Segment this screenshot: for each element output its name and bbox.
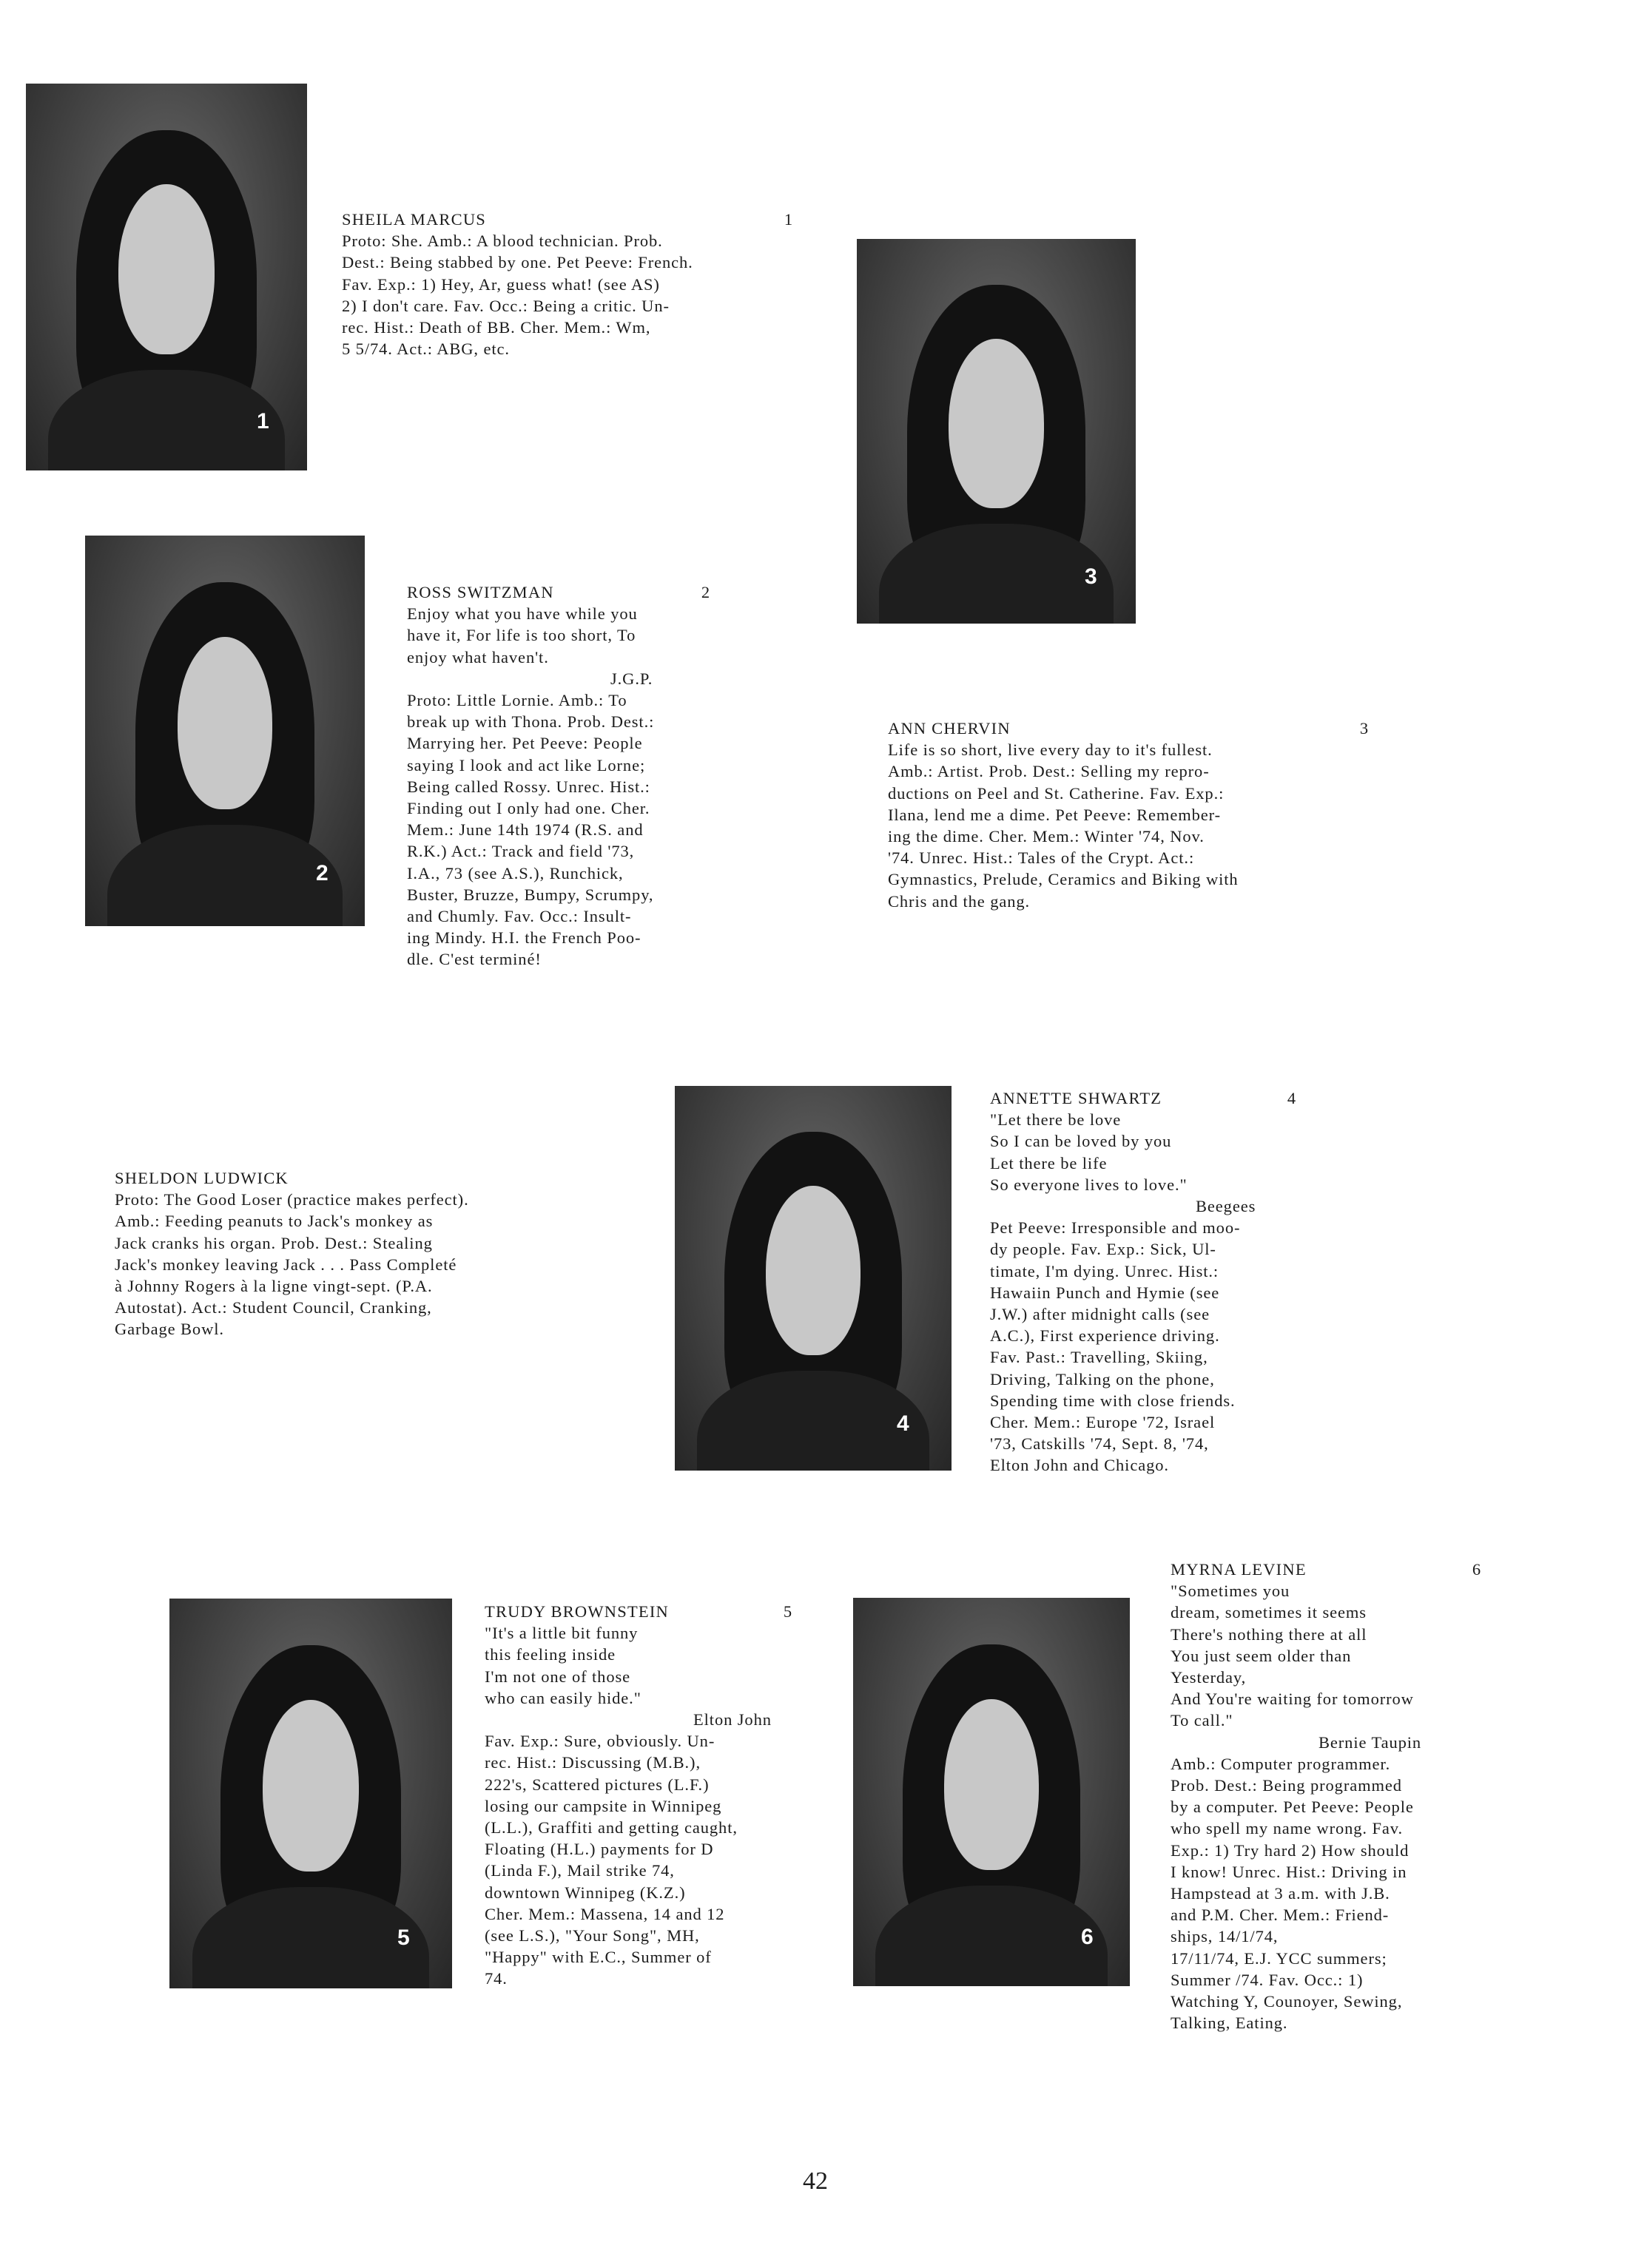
bio-line: Watching Y, Counoyer, Sewing, — [1171, 1992, 1403, 2011]
quote-line: "Sometimes you — [1171, 1582, 1290, 1601]
bio-line: Being called Rossy. Unrec. Hist.: — [407, 777, 650, 796]
bio-line: (see L.S.), "Your Song", MH, — [485, 1926, 700, 1945]
bio-line: ing the dime. Cher. Mem.: Winter '74, Nov. — [888, 827, 1205, 846]
page-number: 42 — [803, 2167, 828, 2195]
bio-line: ductions on Peel and St. Catherine. Fav. Exp.: — [888, 783, 1225, 803]
bio-line: who spell my name wrong. Fav. — [1171, 1819, 1403, 1838]
bio-line: à Johnny Rogers à la ligne vingt-sept. (P.A. — [115, 1277, 433, 1296]
student-name: ROSS SWITZMAN — [407, 583, 554, 601]
bio-line: '74. Unrec. Hist.: Tales of the Crypt. Act.: — [888, 848, 1195, 868]
bio-line: and P.M. Cher. Mem.: Friend- — [1171, 1906, 1390, 1925]
bio-line: 222's, Scattered pictures (L.F.) — [485, 1775, 710, 1794]
quote-line: Let there be life — [990, 1153, 1108, 1172]
bio-line: Proto: She. Amb.: A blood technician. Prob. — [342, 232, 663, 251]
bio-line: R.K.) Act.: Track and field '73, — [407, 842, 635, 861]
bio-line: Fav. Exp.: 1) Hey, Ar, guess what! (see AS) — [342, 274, 660, 294]
bio-line: A.C.), First experience driving. — [990, 1326, 1220, 1346]
bio-line: saying I look and act like Lorne; — [407, 755, 646, 774]
quote-line: Yesterday, — [1171, 1668, 1247, 1687]
bio-line: (Linda F.), Mail strike 74, — [485, 1861, 675, 1880]
bio-line: ships, 14/1/74, — [1171, 1927, 1279, 1946]
bio-line: Gymnastics, Prelude, Ceramics and Biking with — [888, 870, 1239, 889]
bio-line: Pet Peeve: Irresponsible and moo- — [990, 1218, 1241, 1238]
quote-line: So I can be loved by you — [990, 1132, 1172, 1151]
bio-line: J.W.) after midnight calls (see — [990, 1305, 1210, 1324]
portrait-photo-1 — [26, 84, 307, 470]
bio-line: Talking, Eating. — [1171, 2014, 1288, 2033]
student-name: MYRNA LEVINE — [1171, 1560, 1307, 1579]
bio-line: I know! Unrec. Hist.: Driving in — [1171, 1862, 1407, 1881]
bio-line: Fav. Exp.: Sure, obviously. Un- — [485, 1732, 715, 1751]
bio-line: by a computer. Pet Peeve: People — [1171, 1798, 1414, 1817]
bio-line: 74. — [485, 1969, 508, 1988]
student-name: SHEILA MARCUS — [342, 210, 487, 229]
bio-line: Exp.: 1) Try hard 2) How should — [1171, 1840, 1410, 1860]
bio-ann-chervin — [888, 718, 1391, 912]
student-number: 2 — [701, 583, 710, 601]
student-number: 4 — [1287, 1089, 1296, 1107]
bio-line: Amb.: Artist. Prob. Dest.: Selling my repro- — [888, 762, 1210, 781]
bio-line: rec. Hist.: Discussing (M.B.), — [485, 1753, 701, 1772]
student-number: 3 — [1359, 719, 1369, 738]
quote-line: "Let there be love — [990, 1110, 1122, 1130]
bio-trudy-brownstein — [485, 1601, 795, 1990]
bio-line: break up with Thona. Prob. Dest.: — [407, 712, 655, 732]
bio-line: downtown Winnipeg (K.Z.) — [485, 1883, 686, 1902]
bio-line: dy people. Fav. Exp.: Sick, Ul- — [990, 1240, 1216, 1259]
bio-line: Buster, Bruzze, Bumpy, Scrumpy, — [407, 885, 654, 904]
bio-line: '73, Catskills '74, Sept. 8, '74, — [990, 1434, 1209, 1454]
quote-line: dream, sometimes it seems — [1171, 1603, 1367, 1622]
bio-line: Enjoy what you have while you — [407, 604, 638, 624]
bio-line: Jack cranks his organ. Prob. Dest.: Stealing — [115, 1233, 433, 1252]
bio-line: Dest.: Being stabbed by one. Pet Peeve: French. — [342, 253, 693, 272]
bio-line: Elton John and Chicago. — [990, 1456, 1169, 1475]
bio-line: enjoy what haven't. — [407, 647, 549, 666]
quote-line: this feeling inside — [485, 1645, 616, 1664]
bio-line: have it, For life is too short, To — [407, 626, 636, 645]
bio-line: Ilana, lend me a dime. Pet Peeve: Remember- — [888, 805, 1221, 824]
bio-line: Jack's monkey leaving Jack . . . Pass Completé — [115, 1255, 457, 1274]
quote-line: So everyone lives to love." — [990, 1175, 1188, 1194]
quote-signature: J.G.P. — [610, 669, 653, 688]
quote-credit: Bernie Taupin — [1319, 1732, 1422, 1752]
photo-label-1: 1 — [257, 409, 269, 433]
student-number: 1 — [784, 210, 793, 229]
quote-line: There's nothing there at all — [1171, 1624, 1367, 1644]
bio-line: ing Mindy. H.I. the French Poo- — [407, 928, 641, 948]
bio-line: Life is so short, live every day to it's fullest. — [888, 740, 1213, 760]
student-name: TRUDY BROWNSTEIN — [485, 1602, 669, 1621]
bio-sheldon-ludwick — [115, 1167, 618, 1340]
quote-line: "It's a little bit funny — [485, 1624, 639, 1643]
bio-line: Garbage Bowl. — [115, 1320, 224, 1339]
bio-line: Driving, Talking on the phone, — [990, 1369, 1215, 1388]
bio-line: Proto: The Good Loser (practice makes perfect). — [115, 1190, 469, 1209]
bio-line: Amb.: Computer programmer. — [1171, 1754, 1391, 1773]
student-number: 5 — [783, 1602, 792, 1621]
quote-credit: Elton John — [693, 1710, 772, 1729]
bio-line: and Chumly. Fav. Occ.: Insult- — [407, 907, 632, 926]
photo-label-5: 5 — [397, 1926, 410, 1950]
bio-line: Amb.: Feeding peanuts to Jack's monkey as — [115, 1212, 434, 1231]
bio-line: Prob. Dest.: Being programmed — [1171, 1776, 1402, 1795]
bio-myrna-levine — [1171, 1559, 1481, 2034]
photo-label-2: 2 — [316, 861, 329, 885]
bio-line: Hawaiin Punch and Hymie (see — [990, 1283, 1220, 1302]
bio-ross-switzman — [407, 581, 718, 971]
bio-line: Chris and the gang. — [888, 891, 1031, 911]
bio-line: Autostat). Act.: Student Council, Cranking, — [115, 1298, 432, 1317]
bio-line: Fav. Past.: Travelling, Skiing, — [990, 1348, 1208, 1367]
bio-line: 17/11/74, E.J. YCC summers; — [1171, 1948, 1387, 1968]
bio-line: Mem.: June 14th 1974 (R.S. and — [407, 820, 644, 840]
bio-line: 5 5/74. Act.: ABG, etc. — [342, 340, 510, 359]
bio-sheila-marcus — [342, 209, 793, 360]
quote-credit: Beegees — [1196, 1197, 1256, 1216]
student-number: 6 — [1472, 1560, 1481, 1579]
bio-line: (L.L.), Graffiti and getting caught, — [485, 1818, 738, 1837]
bio-line: Hampstead at 3 a.m. with J.B. — [1171, 1884, 1390, 1903]
quote-line: And You're waiting for tomorrow — [1171, 1690, 1414, 1709]
bio-line: timate, I'm dying. Unrec. Hist.: — [990, 1261, 1219, 1280]
bio-line: Cher. Mem.: Europe '72, Israel — [990, 1413, 1216, 1432]
portrait-photo-2 — [85, 536, 365, 926]
bio-line: "Happy" with E.C., Summer of — [485, 1948, 712, 1967]
bio-line: Cher. Mem.: Massena, 14 and 12 — [485, 1904, 725, 1923]
portrait-photo-4 — [675, 1086, 952, 1471]
photo-label-6: 6 — [1081, 1925, 1094, 1949]
bio-line: Finding out I only had one. Cher. — [407, 799, 650, 818]
quote-line: To call." — [1171, 1711, 1233, 1730]
bio-line: Spending time with close friends. — [990, 1391, 1236, 1410]
bio-line: rec. Hist.: Death of BB. Cher. Mem.: Wm, — [342, 318, 651, 337]
portrait-photo-6 — [853, 1598, 1130, 1986]
quote-line: who can easily hide." — [485, 1688, 641, 1707]
bio-annette-shwartz — [990, 1087, 1301, 1476]
bio-line: dle. C'est terminé! — [407, 950, 542, 969]
bio-line: Summer /74. Fav. Occ.: 1) — [1171, 1970, 1364, 1989]
bio-line: Marrying her. Pet Peeve: People — [407, 734, 643, 753]
quote-line: I'm not one of those — [485, 1667, 631, 1686]
quote-line: You just seem older than — [1171, 1646, 1352, 1665]
photo-label-3: 3 — [1085, 564, 1097, 589]
portrait-photo-5 — [169, 1599, 452, 1988]
bio-line: Floating (H.L.) payments for D — [485, 1840, 714, 1859]
bio-line: losing our campsite in Winnipeg — [485, 1796, 722, 1815]
portrait-photo-3 — [857, 239, 1136, 624]
student-name: ANN CHERVIN — [888, 719, 1011, 738]
photo-label-4: 4 — [897, 1411, 909, 1436]
bio-line: 2) I don't care. Fav. Occ.: Being a critic. Un- — [342, 296, 670, 315]
bio-line: I.A., 73 (see A.S.), Runchick, — [407, 863, 624, 882]
student-name: ANNETTE SHWARTZ — [990, 1089, 1162, 1107]
student-name: SHELDON LUDWICK — [115, 1169, 289, 1187]
bio-line: Proto: Little Lornie. Amb.: To — [407, 691, 627, 710]
